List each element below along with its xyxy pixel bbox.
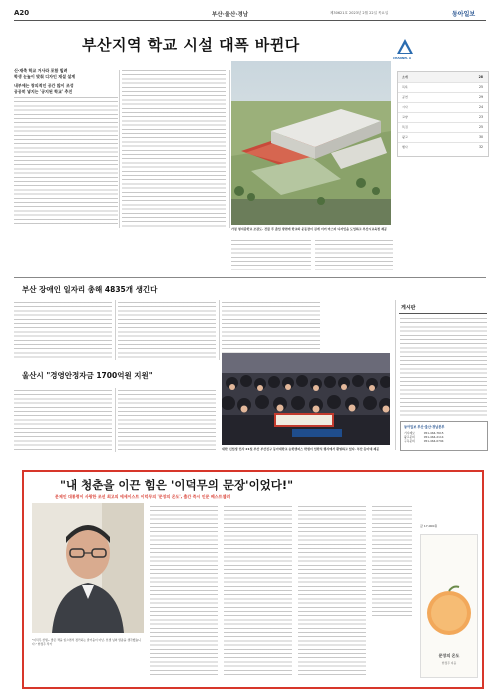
body-text-col2 bbox=[122, 70, 226, 227]
body-text-col4 bbox=[315, 240, 393, 270]
story3-headline: 울산시 "경영안정자금 1700억원 지원" bbox=[22, 371, 153, 380]
story2-text-col3 bbox=[222, 302, 320, 360]
issue-date: 제30621호 2023년 2월 22일 목요일 bbox=[330, 11, 389, 15]
main-photo-caption: 가칭 명지중학교 조감도. 건물 주 출입 방면에 학교와 운동장이 길게 이어 마스터 디자인을 도입하고 부산시교육청 제공 bbox=[231, 227, 387, 231]
notice-text bbox=[400, 318, 487, 418]
ad-text-col4 bbox=[372, 506, 412, 616]
story2-text-col1 bbox=[14, 302, 112, 360]
students-photo-caption: 대학 신입생 인사 21일 부산 부산진구 동아대학교 승학캠퍼스 학생이 입학식 행사에서 환영하고 있다. 부산 동아대 제공 bbox=[222, 447, 380, 451]
channel-item: 교양 23 bbox=[398, 112, 488, 123]
channel-item: 특집 25 bbox=[398, 122, 488, 133]
main-subheads bbox=[14, 68, 120, 95]
ad-text-col2 bbox=[224, 506, 292, 676]
students-photo bbox=[222, 353, 390, 445]
story3-text-col1 bbox=[14, 390, 112, 452]
contact-title: 동아일보 부산·울산·경남본부 bbox=[404, 425, 445, 429]
author-portrait bbox=[32, 503, 144, 633]
paper-name: 동아일보 bbox=[452, 11, 476, 18]
notice-title: 게시판 bbox=[401, 305, 416, 311]
ad-text-col3 bbox=[298, 506, 366, 676]
page-number: A20 bbox=[14, 9, 30, 17]
body-text-col1 bbox=[14, 97, 118, 227]
channel-item: 목록 25 bbox=[398, 82, 488, 93]
channel-item: 소개 28 bbox=[398, 72, 488, 83]
notice-rule bbox=[399, 313, 487, 314]
channel-title: CHANNEL A bbox=[393, 56, 412, 60]
subhead: 학생 눈높이 맞춰 디자인 재설 설계 bbox=[14, 74, 76, 79]
section-label: 부산·울산·경남 bbox=[212, 12, 249, 18]
ad-text-col1 bbox=[150, 506, 218, 676]
channel-item: 공연 29 bbox=[398, 92, 488, 103]
book-title: 문장의 온도 bbox=[438, 653, 460, 658]
story3-text-col2 bbox=[118, 390, 216, 452]
portrait-caption: "이덕무 선생~ 좋은 책을 읽으면서 정리하는 즐거움이 아닌, 선생 님의 말씀을 생각했습니다." 한정주 작가 bbox=[32, 638, 141, 646]
subhead: 내부에는 창의적인 공간 많이 조성 bbox=[14, 83, 74, 88]
channel-item: 광고 30 bbox=[398, 132, 488, 143]
channel-item: 행사 32 bbox=[402, 145, 483, 149]
story2-text-col2 bbox=[118, 302, 216, 360]
channel-logo bbox=[396, 38, 414, 56]
section-rule bbox=[14, 277, 486, 278]
body-text-col3 bbox=[231, 240, 311, 270]
header-rule bbox=[14, 20, 486, 21]
book-author: 한정주 지음 bbox=[441, 661, 457, 665]
contact-row: 광고문의 051-464-2114 bbox=[404, 435, 444, 440]
channel-listing bbox=[397, 71, 489, 157]
ad-headline: "내 청춘을 이끈 힘은 '이덕무의 문장'이었다!" bbox=[60, 478, 294, 492]
contact-row: 기사제보 051-464-7615 bbox=[404, 431, 444, 435]
subhead: 신·재축 학교 거사라 포함 빌려 bbox=[14, 68, 68, 73]
book-cover bbox=[420, 534, 478, 678]
ad-subhead: 문제인 대통령이 사랑한 조선 최고의 에세이스트 이덕무의 '문장의 온도', 출간 즉시 인문 베스트셀러 bbox=[55, 494, 231, 499]
book-price: 값 17,000원 bbox=[420, 524, 438, 528]
story2-headline: 부산 장애인 일자리 총해 4835개 생긴다 bbox=[22, 285, 158, 294]
contact-box bbox=[400, 421, 488, 451]
subhead: 공공히 넣지는 '공지된 학교' 추진 bbox=[14, 89, 73, 94]
contact-row: 구독문의 051-464-0794 bbox=[404, 439, 444, 444]
main-headline: 부산지역 학교 시설 대폭 바뀐다 bbox=[82, 36, 300, 54]
school-rendering-image bbox=[231, 61, 391, 225]
channel-item: 시사 24 bbox=[398, 102, 488, 113]
